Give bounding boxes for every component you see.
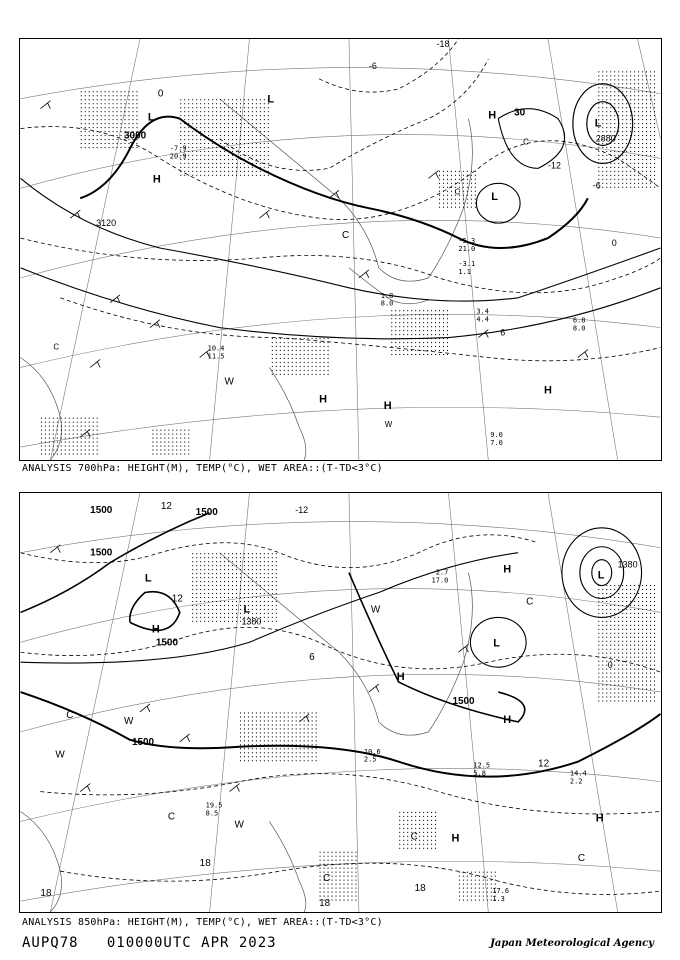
temp-label: 6 [500, 327, 506, 338]
station-value-line2: 7.0 [490, 439, 503, 448]
temp-label: 18 [319, 898, 331, 910]
cold-mark: C [454, 187, 461, 197]
station-plot [170, 144, 187, 160]
temp-label: 18 [414, 883, 426, 895]
height-label: 1500 [90, 547, 113, 559]
temp-label: -6 [592, 180, 601, 191]
warm-mark: W [124, 715, 134, 727]
low-center: L [267, 93, 275, 106]
station-value-line2: 8.0 [572, 324, 586, 333]
station-plot [492, 887, 509, 903]
temp-label: 6 [309, 652, 315, 664]
bulletin-header: AUPQ78 010000UTC APR 2023 [22, 935, 277, 951]
low-center: L [147, 111, 155, 124]
station-plot [570, 770, 587, 786]
temp-label: 18 [199, 858, 211, 870]
station-value-line2: 17.0 [431, 576, 449, 585]
height-label: 1500 [155, 637, 178, 649]
station-value: 10.4 [207, 344, 225, 353]
high-center: H [383, 400, 392, 413]
wet-area [40, 69, 657, 457]
cold-mark: C [53, 342, 60, 352]
station-value: 19.5 [205, 801, 223, 810]
agency-name: Japan Meteorological Agency [490, 938, 654, 949]
height-label: 1500 [452, 695, 475, 707]
chart-700hpa-map [20, 39, 661, 460]
high-center: H [151, 623, 160, 636]
station-value-line2: 5.8 [473, 769, 486, 778]
station-value-line2: 1.3 [492, 895, 505, 904]
cold-mark: C [66, 709, 74, 721]
temp-label: 12 [171, 593, 183, 605]
warm-mark: W [234, 819, 244, 831]
station-plot [573, 317, 586, 333]
station-value-line2: 2.2 [569, 777, 583, 786]
high-center: H [595, 812, 604, 825]
temp-label: -12 [295, 504, 309, 515]
low-center: L [597, 569, 605, 582]
station-value: 1.8 [380, 291, 394, 300]
station-plot [458, 237, 475, 253]
height-label: 30 [514, 107, 526, 119]
high-center: H [152, 173, 161, 186]
station-plot [381, 292, 394, 308]
station-value: 3.4 [476, 307, 489, 316]
station-value-line2: 2.5 [363, 755, 377, 764]
station-value-line2: 4.4 [476, 315, 489, 324]
temp-label: -12 [548, 160, 561, 171]
cold-mark: C [523, 137, 529, 147]
high-center: H [503, 713, 512, 726]
high-center: H [319, 393, 328, 406]
station-value: 9.0 [490, 431, 503, 440]
wind-barbs [40, 101, 587, 440]
cold-mark: C [410, 831, 418, 843]
warm-mark: W [55, 749, 65, 761]
temp-label: 18 [40, 888, 52, 900]
chart-700hpa [19, 38, 662, 461]
caption-700hpa: ANALYSIS 700hPa: HEIGHT(M), TEMP(°C), WET AREA::(T-TD<3°C) [22, 463, 383, 474]
chart-850hpa [19, 492, 662, 913]
high-center: H [396, 671, 405, 684]
cold-mark: C [167, 811, 176, 823]
height-label: 1500 [131, 736, 155, 748]
warm-mark: W [384, 420, 393, 430]
station-plot [364, 748, 381, 764]
height-label: 3000 [124, 130, 147, 142]
temp-label: 12 [160, 500, 172, 512]
station-value: 12.5 [473, 761, 491, 770]
caption-850hpa: ANALYSIS 850hPa: HEIGHT(M), TEMP(°C), WET AREA::(T-TD<3°C) [22, 917, 383, 928]
warm-mark: W [224, 376, 234, 388]
low-center: L [243, 603, 251, 616]
station-value-line2: 11.5 [207, 352, 225, 361]
cold-mark: C [577, 853, 586, 865]
station-value: -2.7 [431, 568, 449, 577]
height-label: 2880 [595, 133, 616, 144]
station-value: -3.1 [458, 259, 476, 268]
high-center: H [503, 563, 512, 576]
station-value: 17.6 [492, 887, 510, 896]
station-value-line2: 1.1 [458, 267, 472, 276]
station-value: -7.9 [169, 144, 187, 153]
low-center: L [594, 117, 602, 130]
station-plot [476, 308, 489, 324]
temp-label: 0 [607, 660, 613, 671]
station-value-line2: 20.9 [169, 152, 187, 161]
temp-label: -6 [368, 60, 377, 71]
station-value: 10.6 [363, 747, 381, 756]
cold-mark: C [526, 596, 534, 608]
height-contours [21, 513, 661, 777]
cold-mark: C [341, 230, 350, 242]
station-plot [208, 345, 225, 361]
station-value-line2: 8.0 [380, 299, 394, 308]
station-plot [432, 569, 449, 585]
low-center: L [493, 637, 500, 650]
station-value-line2: 21.0 [458, 244, 476, 253]
station-value-line2: 8.5 [205, 809, 219, 818]
height-label: 1380 [617, 559, 638, 570]
low-center: L [491, 191, 498, 204]
station-value: 6.8 [572, 316, 586, 325]
temp-label: 0 [611, 238, 617, 249]
height-label: 1500 [90, 504, 113, 516]
station-value: 14.4 [569, 769, 587, 778]
station-value: -5.3 [458, 237, 476, 246]
height-label: 1380 [241, 616, 262, 627]
low-center: L [144, 572, 152, 585]
chart-850hpa-map [20, 493, 661, 912]
temp-label: -18 [436, 39, 450, 49]
high-center: H [488, 109, 497, 122]
station-plot [206, 801, 223, 817]
station-plot [458, 260, 475, 276]
station-plot [473, 762, 490, 778]
height-label: 3120 [96, 218, 117, 229]
warm-mark: W [370, 604, 381, 616]
station-plot [490, 431, 503, 447]
height-label: 1500 [195, 506, 218, 518]
cold-mark: C [323, 873, 331, 885]
high-center: H [544, 384, 552, 397]
high-center: H [451, 832, 460, 845]
temp-label: 12 [538, 758, 550, 770]
temp-label: 0 [157, 88, 164, 100]
